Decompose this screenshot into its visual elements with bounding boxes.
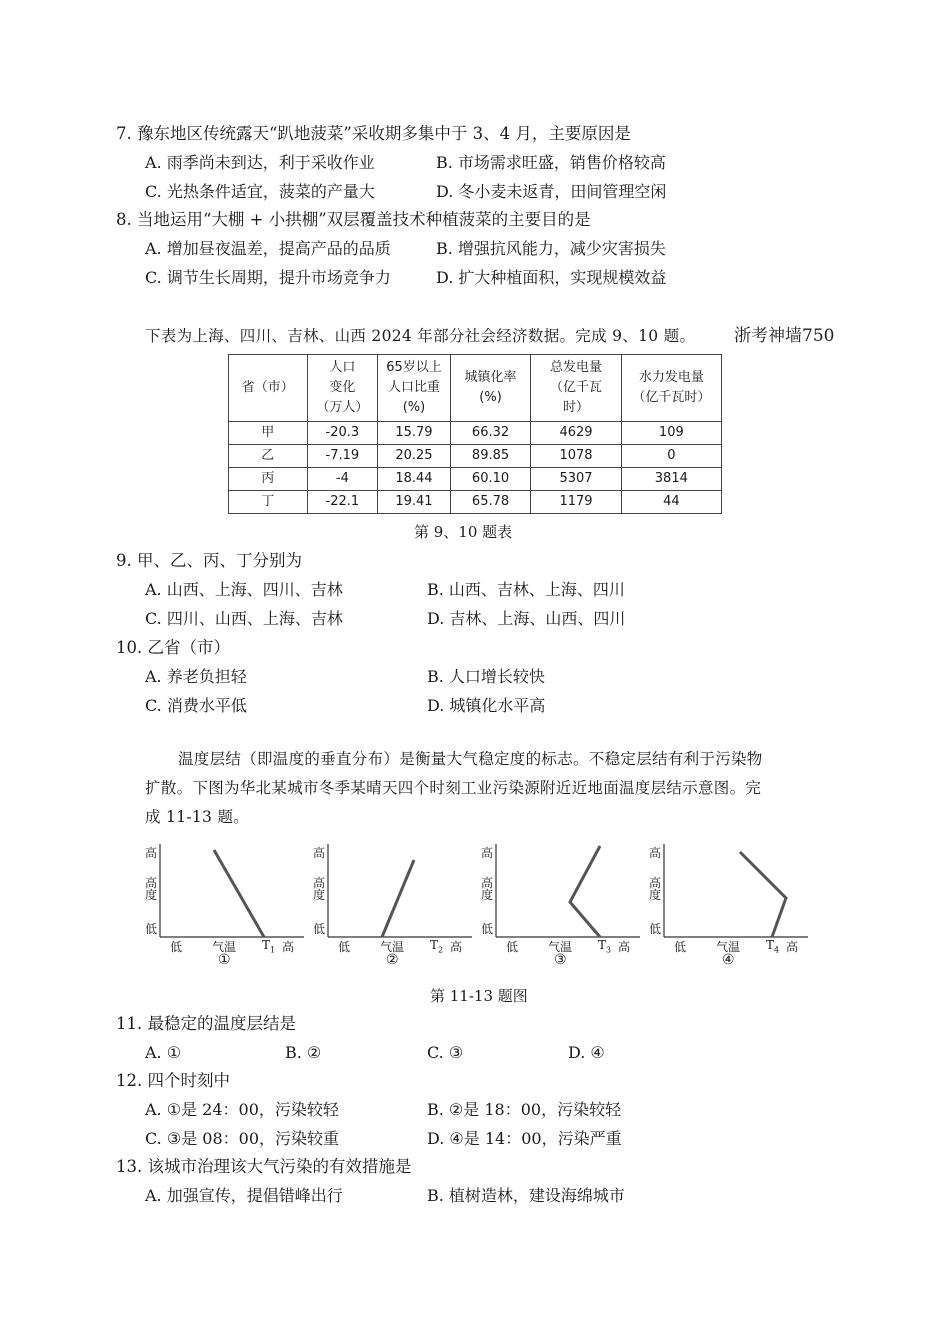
q11-option-c: C. ③ xyxy=(427,1043,464,1062)
q8-option-b: B. 增强抗风能力，减少灾害损失 xyxy=(436,239,666,258)
t-label: $T_3$ xyxy=(598,938,612,955)
header-pop-change: 人口 变化 （万人） xyxy=(307,355,378,422)
table-cell: 18.44 xyxy=(378,468,451,491)
table-cell: 66.32 xyxy=(450,422,531,445)
table-cell: 3814 xyxy=(621,468,721,491)
table-cell: 4629 xyxy=(531,422,621,445)
table-cell: 丁 xyxy=(229,491,308,514)
table-cell: 109 xyxy=(621,422,721,445)
q13-option-b: B. 植树造林，建设海绵城市 xyxy=(427,1186,625,1205)
table-header-row xyxy=(229,355,722,422)
temperature-curve xyxy=(214,850,264,937)
q9-option-a: A. 山西、上海、四川、吉林 xyxy=(145,580,343,599)
table-cell: -7.19 xyxy=(307,445,378,468)
table-cell: 60.10 xyxy=(450,468,531,491)
q12-option-c: C. ③是 08：00，污染较重 xyxy=(145,1129,339,1148)
x-low-label: 低 xyxy=(170,940,183,954)
x-title-label: 气温 xyxy=(380,940,405,954)
watermark-text: 浙考神墙750 xyxy=(734,326,835,346)
q7-option-d: D. 冬小麦未返青，田间管理空闲 xyxy=(436,182,667,201)
temperature-profile-chart xyxy=(482,840,642,970)
q12-option-d: D. ④是 14：00，污染严重 xyxy=(427,1129,622,1148)
q8-option-a: A. 增加昼夜温差，提高产品的品质 xyxy=(145,239,391,258)
header-province: 省（市） xyxy=(229,355,308,422)
header-elderly-share: 65岁以上 人口比重 (%) xyxy=(378,355,451,422)
q9-option-c: C. 四川、山西、上海、吉林 xyxy=(145,609,343,628)
q7-option-b: B. 市场需求旺盛，销售价格较高 xyxy=(436,153,666,172)
table-cell: 1179 xyxy=(531,491,621,514)
table-cell: 44 xyxy=(621,491,721,514)
t-label: $T_4$ xyxy=(766,938,780,955)
x-high-label: 高 xyxy=(618,940,631,954)
q8-option-d: D. 扩大种植面积，实现规模效益 xyxy=(436,268,667,287)
x-high-label: 高 xyxy=(450,940,463,954)
temperature-profile-chart xyxy=(314,840,474,970)
table-row xyxy=(229,445,722,468)
q9-option-d: D. 吉林、上海、山西、四川 xyxy=(427,609,626,628)
q11-stem: 11. 最稳定的温度层结是 xyxy=(116,1014,296,1033)
header-hydro-power: 水力发电量 （亿千瓦时） xyxy=(621,355,721,422)
table-caption: 第 9、10 题表 xyxy=(414,523,513,541)
chart-caption: 第 11-13 题图 xyxy=(430,987,528,1005)
q11-option-a: A. ① xyxy=(145,1043,182,1062)
q7-option-a: A. 雨季尚未到达，利于采收作业 xyxy=(145,153,375,172)
table-cell: 15.79 xyxy=(378,422,451,445)
table-row xyxy=(229,468,722,491)
q10-option-d: D. 城镇化水平高 xyxy=(427,696,546,715)
q9-stem: 9. 甲、乙、丙、丁分别为 xyxy=(116,551,302,570)
passage-line-3: 成 11-13 题。 xyxy=(145,808,250,826)
t-label: $T_2$ xyxy=(430,938,444,955)
y-title-label: 度 xyxy=(145,888,158,902)
table-cell: 65.78 xyxy=(450,491,531,514)
data-table xyxy=(228,354,722,514)
table-cell: 甲 xyxy=(229,422,308,445)
table-cell: -20.3 xyxy=(307,422,378,445)
table-cell: 乙 xyxy=(229,445,308,468)
temperature-curve xyxy=(570,846,600,937)
table-cell: -4 xyxy=(307,468,378,491)
y-title-label: 度 xyxy=(313,888,326,902)
q12-option-b: B. ②是 18：00，污染较轻 xyxy=(427,1100,622,1119)
y-title-label: 度 xyxy=(649,888,662,902)
q13-option-a: A. 加强宣传，提倡错峰出行 xyxy=(145,1186,343,1205)
table-cell: 1078 xyxy=(531,445,621,468)
q10-option-a: A. 养老负担轻 xyxy=(145,667,247,686)
x-low-label: 低 xyxy=(506,940,519,954)
table-row xyxy=(229,491,722,514)
table-cell: 20.25 xyxy=(378,445,451,468)
table-cell: 0 xyxy=(621,445,721,468)
y-low-label: 低 xyxy=(145,922,158,936)
x-high-label: 高 xyxy=(282,940,295,954)
q11-option-b: B. ② xyxy=(285,1043,322,1062)
x-low-label: 低 xyxy=(338,940,351,954)
table-cell: 19.41 xyxy=(378,491,451,514)
q8-option-c: C. 调节生长周期，提升市场竞争力 xyxy=(145,268,391,287)
x-title-label: 气温 xyxy=(548,940,573,954)
y-title-label: 高 xyxy=(145,876,158,890)
temperature-profile-chart xyxy=(146,840,306,970)
q10-option-b: B. 人口增长较快 xyxy=(427,667,545,686)
header-total-power: 总发电量 （亿千瓦 时） xyxy=(531,355,621,422)
q9-option-b: B. 山西、吉林、上海、四川 xyxy=(427,580,625,599)
chart-number-label: ① xyxy=(218,952,231,968)
y-high-label: 高 xyxy=(481,846,494,860)
y-low-label: 低 xyxy=(649,922,662,936)
x-title-label: 气温 xyxy=(716,940,741,954)
y-title-label: 高 xyxy=(313,876,326,890)
q13-stem: 13. 该城市治理该大气污染的有效措施是 xyxy=(116,1157,412,1176)
y-title-label: 度 xyxy=(481,888,494,902)
table-cell: 5307 xyxy=(531,468,621,491)
chart-number-label: ③ xyxy=(554,952,567,968)
table-intro: 下表为上海、四川、吉林、山西 2024 年部分社会经济数据。完成 9、10 题。 xyxy=(145,327,696,345)
y-high-label: 高 xyxy=(649,846,662,860)
q7-stem: 7. 豫东地区传统露天“趴地菠菜”采收期多集中于 3、4 月，主要原因是 xyxy=(116,124,631,143)
temperature-curve xyxy=(382,860,414,937)
table-row xyxy=(229,422,722,445)
y-title-label: 高 xyxy=(649,876,662,890)
table-cell: 89.85 xyxy=(450,445,531,468)
x-title-label: 气温 xyxy=(212,940,237,954)
q7-option-c: C. 光热条件适宜，菠菜的产量大 xyxy=(145,182,375,201)
table-cell: 丙 xyxy=(229,468,308,491)
q10-stem: 10. 乙省（市） xyxy=(116,638,230,657)
y-title-label: 高 xyxy=(481,876,494,890)
q11-option-d: D. ④ xyxy=(568,1043,605,1062)
table-cell: -22.1 xyxy=(307,491,378,514)
header-urbanization: 城镇化率 (%) xyxy=(450,355,531,422)
y-low-label: 低 xyxy=(481,922,494,936)
y-low-label: 低 xyxy=(313,922,326,936)
t-label: $T_1$ xyxy=(262,938,276,955)
passage-line-1: 温度层结（即温度的垂直分布）是衡量大气稳定度的标志。不稳定层结有利于污染物 xyxy=(178,750,763,768)
q8-stem: 8. 当地运用“大棚 + 小拱棚”双层覆盖技术种植菠菜的主要目的是 xyxy=(116,210,591,229)
y-high-label: 高 xyxy=(145,846,158,860)
q12-option-a: A. ①是 24：00，污染较轻 xyxy=(145,1100,339,1119)
y-high-label: 高 xyxy=(313,846,326,860)
x-low-label: 低 xyxy=(674,940,687,954)
temperature-profile-chart xyxy=(650,840,810,970)
chart-number-label: ② xyxy=(386,952,399,968)
passage-line-2: 扩散。下图为华北某城市冬季某晴天四个时刻工业污染源附近近地面温度层结示意图。完 xyxy=(145,779,762,797)
temperature-curve xyxy=(740,852,786,937)
x-high-label: 高 xyxy=(786,940,799,954)
chart-number-label: ④ xyxy=(722,952,735,968)
q12-stem: 12. 四个时刻中 xyxy=(116,1071,230,1090)
q10-option-c: C. 消费水平低 xyxy=(145,696,247,715)
